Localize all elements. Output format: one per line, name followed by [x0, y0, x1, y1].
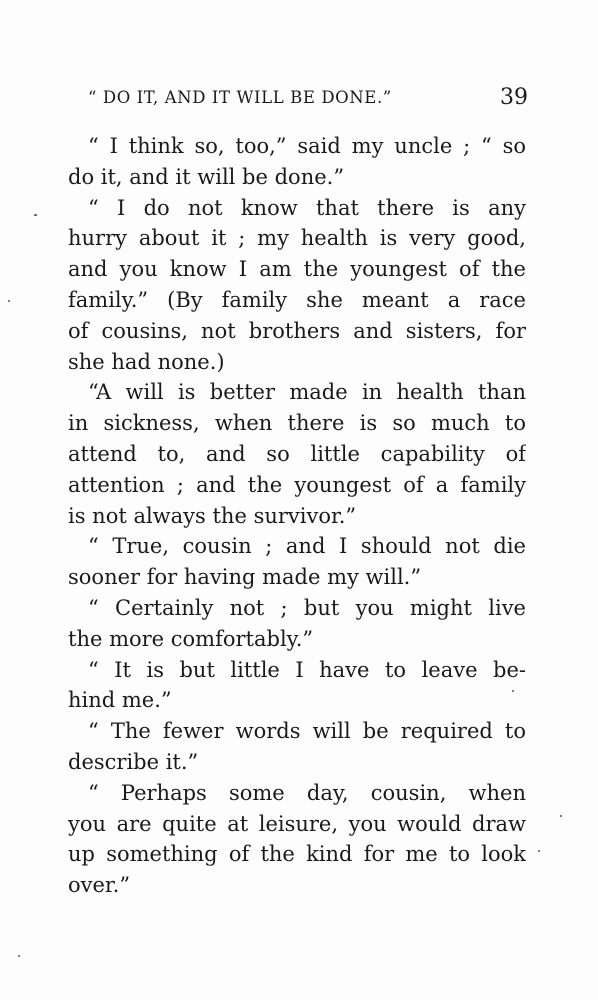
text-line: “ True, cousin ; and I should not die — [88, 534, 526, 559]
text-line: “ I think so, too,” said my uncle ; “ so — [88, 134, 526, 158]
page-number: 39 — [500, 85, 528, 110]
paper-speck — [8, 300, 10, 302]
paper-speck — [560, 815, 562, 817]
text-line: do it, and it will be done.” — [68, 164, 345, 189]
text-line: “A will is better made in health than — [88, 380, 526, 405]
paper-speck — [512, 690, 514, 692]
text-line: “ It is but little I have to leave be- — [88, 657, 526, 682]
text-line: sooner for having made my will.” — [68, 565, 422, 590]
text-line: “ Certainly not ; but you might live — [88, 595, 526, 620]
body-text — [68, 131, 526, 901]
text-line: describe it.” — [68, 749, 199, 774]
text-line: the more comfortably.” — [68, 626, 314, 651]
text-line: attention ; and the youngest of a family — [68, 472, 526, 497]
text-line: you are quite at leisure, you would draw — [68, 811, 526, 836]
text-line: hind me.” — [68, 688, 172, 713]
text-line: up something of the kind for me to look — [68, 842, 526, 867]
text-line: is not always the survivor.” — [68, 503, 357, 528]
text-line: she had none.) — [68, 349, 225, 374]
text-line: “ The fewer words will be required to — [88, 719, 526, 744]
text-line: and you know I am the youngest of the — [68, 257, 526, 282]
paper-speck — [538, 850, 540, 852]
text-line: of cousins, not brothers and sisters, for — [68, 318, 526, 343]
paper-speck — [34, 214, 37, 216]
text-line: “ I do not know that there is any — [88, 195, 526, 220]
text-line: attend to, and so little capability of — [68, 441, 526, 466]
text-line: “ Perhaps some day, cousin, when — [88, 780, 526, 805]
text-line: family.” (By family she meant a race — [68, 287, 526, 312]
text-line: over.” — [68, 873, 131, 898]
running-head — [88, 85, 528, 110]
text-line: in sickness, when there is so much to — [68, 411, 526, 436]
text-line: hurry about it ; my health is very good, — [68, 226, 526, 251]
paper-speck — [18, 955, 20, 957]
running-head-title: “ DO IT, AND IT WILL BE DONE.” — [88, 88, 392, 107]
